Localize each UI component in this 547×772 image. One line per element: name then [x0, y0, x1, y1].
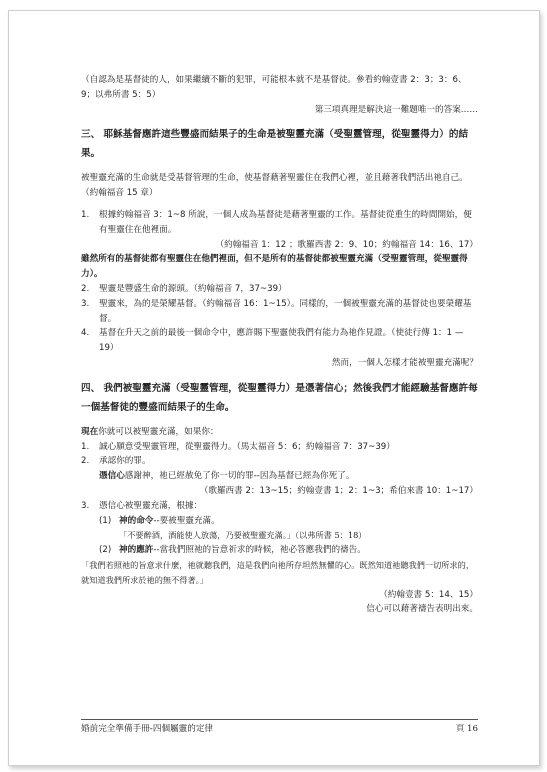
list-item [81, 297, 478, 327]
intro-paragraph: （自認為是基督徒的人，如果繼續不斷的犯罪，可能根本就不是基督徒。參看約翰壹書 2：3；3：6、9；以弗所書 5：5） [81, 75, 467, 100]
list-number: 3. [81, 500, 90, 511]
truth-line: 第三項真理是解決這一難題唯一的答案…… [314, 104, 478, 115]
list-text: 憑信心被聖靈充滿，根據： [99, 500, 203, 511]
list-text: 根據約翰福音 3：1~8 所說，一個人成為基督徒是藉著聖靈的工作。基督徒從重生的時間開始，便有聖靈住在他裡面。 [99, 209, 472, 235]
list-item [81, 454, 478, 469]
list-text: 基督在升天之前的最後一個命令中，應許賜下聖靈使我們有能力為祂作見證。（使徒行傳 1：1 — 19） [99, 328, 464, 354]
list-text: 誠心願意受聖靈管理，從聖靈得力。（馬太福音 5：6；約翰福音 7：37~39） [99, 441, 395, 452]
now-bold: 現在 [81, 426, 99, 437]
list-text: 聖靈是豐盛生命的源頭。（約翰福音 7，37~39） [99, 283, 287, 294]
list-number: 2. [81, 456, 90, 467]
sub-list-number: (1) [99, 515, 112, 526]
list-text: 承認你的罪。 [99, 456, 151, 467]
scripture-reference: （約翰福音 1：12 ；歌羅西書 2：9、10；約翰福音 14：16、17） [215, 239, 478, 250]
promise-bold: 神的應許 [119, 545, 154, 556]
footer-title: 婚前完全準備手冊-四個屬靈的定律 [81, 724, 214, 734]
section-three-paragraph: 被聖靈充滿的生命就是受基督管理的生命，使基督藉著聖靈住在我們心裡，並且藉著我們活出祂自己。（約翰福音 15 章） [81, 173, 468, 199]
document-page [8, 10, 540, 766]
page-footer [81, 719, 478, 735]
section-four-heading: 四、 我們被聖靈充滿（受聖靈管理，從聖靈得力）是憑著信心；然後我們才能經驗基督應許每一個基督徒的豐盛而結果子的生命。 [81, 382, 478, 413]
command-bold: 神的命令 [119, 515, 154, 526]
promise-rest: --當我們照祂的旨意祈求的時候，祂必答應我們的禱告。 [153, 545, 366, 556]
now-rest: 你就可以被聖靈充滿，如果你： [98, 426, 219, 437]
list-item [81, 208, 478, 238]
page-content [81, 73, 478, 617]
list-item [81, 499, 478, 514]
faith-bold: 憑信心 [99, 471, 125, 482]
long-scripture-quote: 「我們若照祂的旨意求什麼，祂就聽我們，這是我們向祂所存坦然無懼的心。既然知道祂聽我們一切所求的，就知道我們所求於祂的無不得著。」 [81, 559, 475, 585]
list-number: 1. [81, 441, 90, 452]
sub-list-text [119, 514, 478, 529]
list-number: 1. [81, 209, 90, 220]
list-text: 聖靈來，為的是榮耀基督。（約翰福音 16：1~15）。同樣的，一個被聖靈充滿的基督徒也要榮耀基督。 [99, 298, 472, 324]
faith-rest: 感謝神，祂已經赦免了你一切的罪--因為基督已經為你死了。 [124, 471, 355, 482]
list-item [81, 282, 478, 297]
emphasis-paragraph: 雖然所有的基督徒都有聖靈住在他們裡面，但不是所有的基督徒都被聖靈充滿（受聖靈管理，從聖靈得力）。 [81, 254, 468, 280]
sub-list-text [119, 543, 478, 558]
scripture-reference: （約翰壹書 5：14、15） [379, 589, 478, 600]
command-rest: --要被聖靈充滿。 [153, 515, 220, 526]
question-line: 然而，一個人怎樣才能被聖靈充滿呢？ [331, 357, 478, 368]
sub-list-item [81, 543, 478, 558]
now-line [81, 425, 478, 440]
list-number: 3. [81, 298, 90, 309]
list-number: 4. [81, 328, 90, 339]
sub-list-number: (2) [99, 545, 112, 556]
list-number: 2. [81, 283, 90, 294]
list-item [81, 440, 478, 455]
scripture-quote: 「不要醉酒，酒能使人放蕩，乃要被聖靈充滿。」（以弗所書 5：18） [119, 530, 367, 541]
final-line: 信心可以藉著禱告表明出來。 [366, 604, 478, 615]
section-three-heading: 三、 耶穌基督應許這些豐盛而結果子的生命是被聖靈充滿（受聖靈管理，從聖靈得力）的結果。 [81, 129, 469, 160]
list-item [81, 326, 478, 356]
faith-thanks-line [81, 469, 478, 484]
scripture-reference: （歌羅西書 2：13~15；約翰壹書 1；2：1~3；希伯來書 10：1~17） [199, 485, 478, 496]
page-number: 頁 16 [455, 724, 478, 734]
sub-list-item [81, 514, 478, 529]
